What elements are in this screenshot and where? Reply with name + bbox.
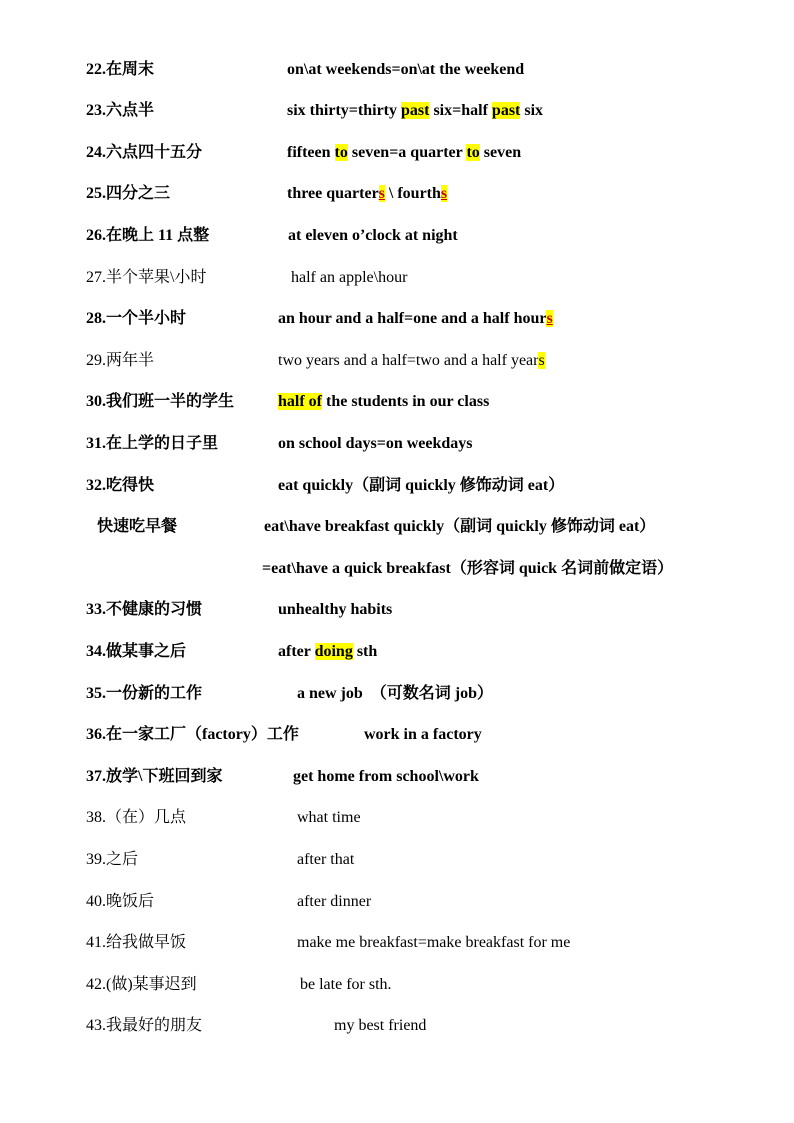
highlighted-suffix: s [546,310,553,327]
phrase-row [0,100,794,122]
highlighted-word: to [334,144,348,161]
phrase-text: sth [352,643,378,660]
phrase-text: six [520,102,544,119]
english-phrase [287,100,543,122]
chinese-phrase: 31.在上学的日子里 [86,435,219,452]
chinese-phrase: 42.(做)某事迟到 [86,976,197,993]
phrase-row [0,766,794,788]
english-phrase [297,683,493,705]
phrase-row [0,183,794,205]
phrase-row [0,641,794,663]
english-phrase [297,807,361,829]
phrase-text: be late for sth. [300,976,392,993]
english-phrase [278,641,377,663]
phrase-text: my best friend [334,1017,427,1034]
phrase-row [0,225,794,247]
phrase-text: eat quickly（副词 quickly 修饰动词 eat） [278,477,565,494]
chinese-phrase: 25.四分之三 [86,185,171,202]
phrase-text: six thirty=thirty [287,102,401,119]
chinese-phrase: 26.在晚上 11 点整 [86,227,210,244]
highlighted-suffix: s [378,185,385,202]
highlighted-suffix: s [440,185,448,202]
english-phrase [264,516,655,538]
english-phrase [291,267,407,289]
phrase-text: get home from school\work [293,768,479,785]
english-phrase [297,891,371,913]
highlighted-word: half of [278,393,322,410]
phrase-text: after dinner [297,893,372,910]
phrase-text: what time [297,809,361,826]
chinese-phrase: 24.六点四十五分 [86,144,203,161]
chinese-phrase: 23.六点半 [86,102,155,119]
chinese-phrase: 29.两年半 [86,352,155,369]
chinese-phrase: 39.之后 [86,851,139,868]
chinese-phrase: 快速吃早餐 [97,518,178,535]
english-phrase [278,350,545,372]
phrase-row [0,142,794,164]
chinese-phrase: 41.给我做早饭 [86,934,187,951]
phrase-text: after [278,643,315,660]
english-phrase [364,724,482,746]
phrase-row [0,724,794,746]
phrase-row [0,891,794,913]
phrase-text: two years and a half=two and a half year [278,352,539,369]
chinese-phrase: 37.放学\下班回到家 [86,768,223,785]
english-phrase [278,391,489,413]
phrase-text: make me breakfast=make breakfast for me [297,934,571,951]
phrase-row [0,974,794,996]
highlighted-word: past [401,102,430,119]
phrase-text: unhealthy habits [278,601,393,618]
phrase-text: after that [297,851,355,868]
chinese-phrase: 27.半个苹果\小时 [86,269,207,286]
phrase-row [0,433,794,455]
phrase-text: \ fourth [384,185,441,202]
chinese-phrase: 22.在周末 [86,61,155,78]
highlighted-word: doing [314,643,353,660]
phrase-row [0,267,794,289]
chinese-phrase: 35.一份新的工作 [86,685,203,702]
phrase-text: on school days=on weekdays [278,435,473,452]
phrase-text: seven [479,144,522,161]
phrase-text: three quarter [287,185,379,202]
chinese-phrase: 33.不健康的习惯 [86,601,203,618]
chinese-phrase: 32.吃得快 [86,477,155,494]
english-phrase [278,475,564,497]
phrase-row [0,683,794,705]
phrase-row [0,849,794,871]
highlighted-word: to [466,144,480,161]
english-phrase [287,142,521,164]
english-phrase [293,766,479,788]
english-phrase [300,974,392,996]
highlighted-suffix: s [538,352,545,369]
phrase-text: work in a factory [364,726,482,743]
phrase-row [0,308,794,330]
chinese-phrase: 34.做某事之后 [86,643,187,660]
phrase-row [0,932,794,954]
phrase-text: fifteen [287,144,335,161]
chinese-phrase: 40.晚饭后 [86,893,155,910]
english-phrase [288,225,458,247]
phrase-row [0,807,794,829]
english-phrase [287,59,524,81]
chinese-phrase: 38.（在）几点 [86,809,187,826]
chinese-phrase: 36.在一家工厂（factory）工作 [86,726,299,743]
english-phrase [287,183,447,205]
phrase-row [0,599,794,621]
english-phrase [278,308,553,330]
phrase-text: the students in our class [322,393,490,410]
english-phrase [262,558,673,580]
phrase-text: eat\have breakfast quickly（副词 quickly 修饰动词 eat） [264,518,656,535]
phrase-row [0,391,794,413]
english-phrase [297,932,570,954]
phrase-text: an hour and a half=one and a half hour [278,310,547,327]
chinese-phrase: 43.我最好的朋友 [86,1017,203,1034]
phrase-row [0,558,794,580]
phrase-text: on\at weekends=on\at the weekend [287,61,525,78]
phrase-text: =eat\have a quick breakfast（形容词 quick 名词前做定语） [262,560,674,577]
phrase-text: six=half [429,102,492,119]
phrase-row [0,59,794,81]
phrase-row [0,1015,794,1037]
phrase-text: at eleven o’clock at night [288,227,458,244]
phrase-text: seven=a quarter [347,144,467,161]
chinese-phrase: 30.我们班一半的学生 [86,393,235,410]
phrase-row [0,516,794,538]
phrase-text: a new job （可数名词 job） [297,685,494,702]
phrase-row [0,350,794,372]
highlighted-word: past [491,102,521,119]
phrase-text: half an apple\hour [291,269,408,286]
chinese-phrase: 28.一个半小时 [86,310,187,327]
english-phrase [297,849,354,871]
english-phrase [334,1015,426,1037]
english-phrase [278,599,392,621]
phrase-row [0,475,794,497]
english-phrase [278,433,473,455]
